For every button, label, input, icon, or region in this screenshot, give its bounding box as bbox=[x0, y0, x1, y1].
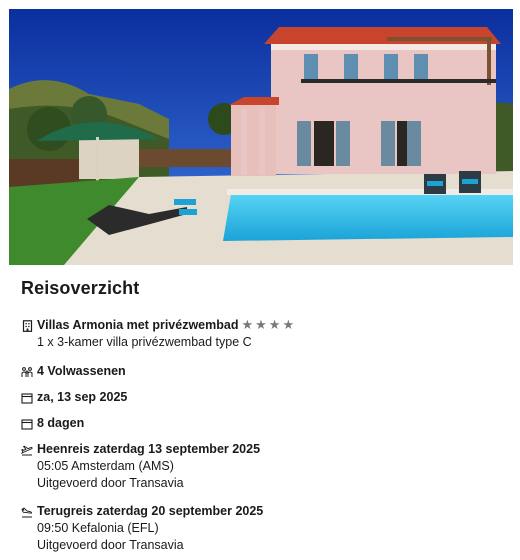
star-icon: ★ bbox=[268, 318, 281, 333]
outbound-operator: Uitgevoerd door Transavia bbox=[37, 476, 184, 490]
plane-arrival-icon bbox=[21, 506, 33, 518]
villa-photo bbox=[9, 9, 513, 265]
building-icon bbox=[21, 320, 33, 332]
departure-date: za, 13 sep 2025 bbox=[37, 390, 128, 404]
star-icon: ★ bbox=[282, 318, 295, 333]
return-operator: Uitgevoerd door Transavia bbox=[37, 538, 184, 552]
people-icon bbox=[21, 366, 33, 378]
trip-duration: 8 dagen bbox=[37, 416, 85, 430]
calendar-icon bbox=[21, 392, 33, 404]
return-title: Terugreis zaterdag 20 september 2025 bbox=[37, 504, 264, 518]
travellers-label: 4 Volwassenen bbox=[37, 364, 126, 378]
plane-departure-icon bbox=[21, 444, 33, 456]
date-section bbox=[21, 389, 127, 406]
hotel-star-rating bbox=[241, 319, 294, 332]
calendar-icon bbox=[21, 418, 33, 430]
outbound-title: Heenreis zaterdag 13 september 2025 bbox=[37, 442, 261, 456]
return-flight-section bbox=[21, 503, 263, 554]
star-icon: ★ bbox=[241, 318, 254, 333]
travellers-section bbox=[21, 363, 126, 380]
hotel-name[interactable]: Villas Armonia met privézwembad bbox=[37, 318, 239, 332]
duration-section bbox=[21, 415, 84, 432]
star-icon: ★ bbox=[255, 318, 267, 333]
room-description: 1 x 3-kamer villa privézwembad type C bbox=[37, 335, 252, 349]
outbound-time-place: 05:05 Amsterdam (AMS) bbox=[37, 459, 174, 473]
page-title: Reisoverzicht bbox=[21, 278, 140, 298]
return-time-place: 09:50 Kefalonia (EFL) bbox=[37, 521, 159, 535]
hotel-section bbox=[21, 317, 294, 351]
outbound-flight-section bbox=[21, 441, 260, 492]
hero-image bbox=[9, 9, 513, 265]
